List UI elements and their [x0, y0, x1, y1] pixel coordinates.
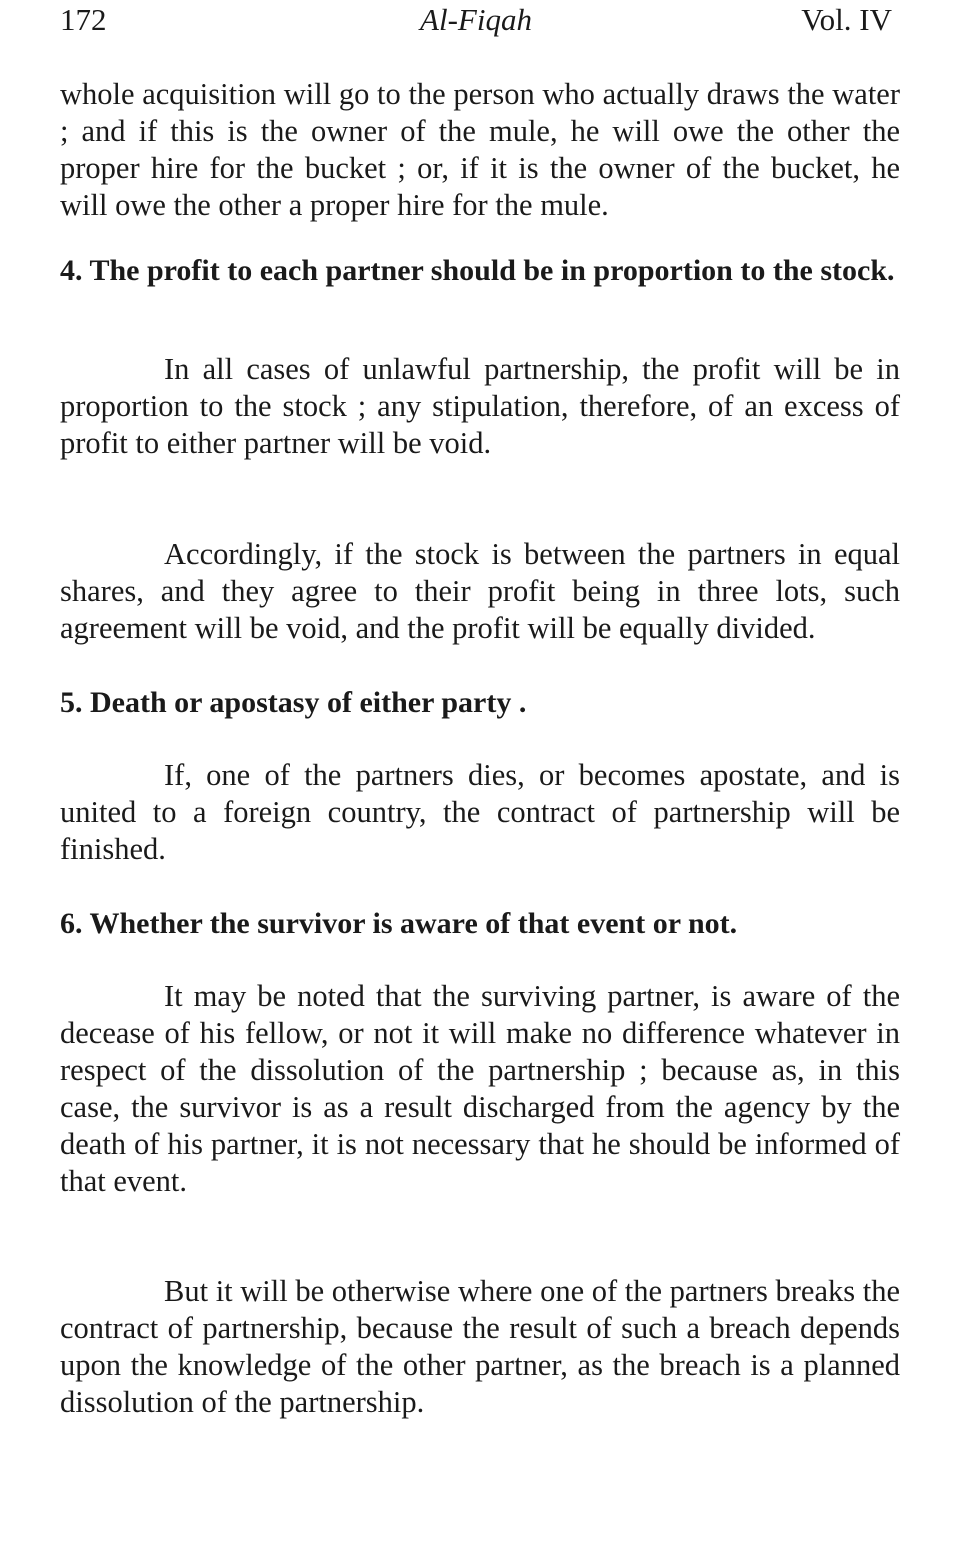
page-number: 172 — [60, 2, 107, 37]
paragraph-death-apostasy: If, one of the partners dies, or becomes apostate, and is united to a foreign country, the contract of partnership will be finished. — [60, 758, 900, 866]
section-heading-5: 5. Death or apostasy of either party . — [60, 686, 527, 719]
running-header — [60, 2, 892, 42]
section-heading-6: 6. Whether the survivor is aware of that event or not. — [60, 907, 738, 940]
book-title: Al-Fiqah — [420, 2, 532, 37]
paragraph-continued: whole acquisition will go to the person who actually draws the water ; and if this is the owner of the mule, he will owe the other the proper hire for the bucket ; or, if it is the owner of the bucket, he will owe the other a proper hire for the mule. — [60, 77, 900, 222]
volume-label: Vol. IV — [801, 2, 892, 37]
paragraph-unlawful-partnership: In all cases of unlawful partnership, the profit will be in proportion to the stock ; any stipulation, therefore, of an excess of profit to either partner will be void. — [60, 352, 900, 460]
paragraph-surviving-partner: It may be noted that the surviving partner, is aware of the decease of his fellow, or not it will make no difference whatever in respect of the dissolution of the partnership ; because as, in this case, the survivor is as a result discharged from the agency by the death of his partner, it is not necessary that he should be informed of that event. — [60, 979, 900, 1198]
paragraph-breach: But it will be otherwise where one of the partners breaks the contract of partnership, because the result of such a breach depends upon the knowledge of the other partner, as the breach is a planned dissolution of the partnership. — [60, 1274, 901, 1419]
section-heading-4: 4. The profit to each partner should be in proportion to the stock. — [60, 254, 895, 287]
paragraph-equal-shares: Accordingly, if the stock is between the partners in equal shares, and they agree to their profit being in three lots, such agreement will be void, and the profit will be equally divided. — [60, 537, 900, 645]
